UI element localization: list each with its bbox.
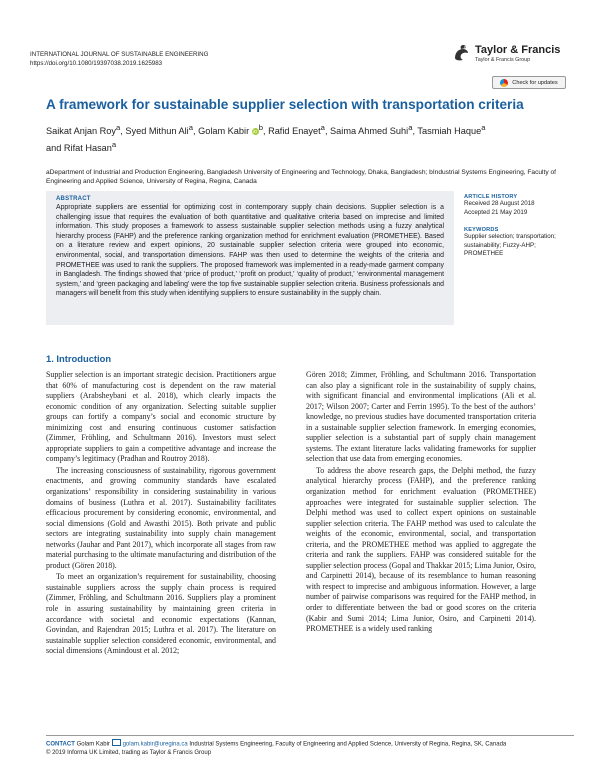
author-name[interactable]: Saikat Anjan Roy — [46, 126, 116, 137]
publisher-group: Taylor & Francis Group — [475, 57, 531, 63]
right-column — [306, 370, 536, 635]
envelope-icon — [112, 739, 121, 746]
paragraph: To meet an organization’s requirement for sustainability, choosing sustainable suppliers across the supply chain process is required (Zimmer, Fröhling, and Schultmann 2016. Suppliers play a prominent role in assuring sustainability by maintaining green criteria in accordance with societal and economic expectations (Kannan, Govindan, and Rajendran 2015; Luthra et al. 2017). The literature on sustainable supplier selection considered economic, environmental, and social dimensions (Amindoust et al. 2012; — [46, 572, 276, 656]
paragraph: Supplier selection is an important strategic decision. Practitioners argue that 60% of manufacturing cost is dependent on the raw material suppliers (Arabsheybani et al. 2018), which clearly impacts the economic condition of any organization. Selecting suitable supplier groups can fortify a company’s social and economic structure by minimizing cost and ensuring continuous customer satisfaction (Zimmer, Fröhling, and Schultmann 2016). Investors must select appropriate suppliers to gain a competitive advantage and increase the company’s legitimacy (Pradhan and Routroy 2018). — [46, 370, 276, 464]
article-history — [464, 200, 574, 217]
taylor-francis-logo-icon — [452, 43, 472, 63]
paragraph: Gören 2018; Zimmer, Fröhling, and Schultmann 2016. Transportation can also play a significant role in the sustainability of supply chains, with significant financial and environmental implications (Ali et al. 2017; Wilson 2007; Carter and Ferrin 1995). To the best of the authors’ knowledge, no previous studies have documented transportation criteria in a sustainable supplier selection framework. In emerging economies, supplier selection is a substantial part of supply chain management systems. The extant literature lacks validating frameworks for supplier selection that use data from emerging economies. — [306, 370, 536, 464]
author-sup: b — [258, 123, 263, 132]
abstract-box — [46, 191, 454, 325]
keywords-text: Supplier selection; transportation; sustainability; Fuzzy-AHP; PROMETHEE — [464, 233, 556, 258]
abstract-heading: ABSTRACT — [56, 196, 91, 202]
author-name[interactable]: Tasmiah Haque — [417, 126, 482, 137]
crossmark-icon — [500, 79, 508, 87]
author-name[interactable]: Saima Ahmed Suhi — [330, 126, 409, 137]
author-sup: a — [111, 140, 117, 150]
contact-address: Industrial Systems Engineering, Faculty of Engineering and Applied Science, University of Regina, Regina, SK, Canada — [189, 741, 507, 748]
footer-divider — [46, 735, 574, 736]
author-sup: a — [408, 123, 413, 132]
article-info-sidebar — [464, 194, 574, 269]
journal-name: INTERNATIONAL JOURNAL OF SUSTAINABLE ENGINEERING — [30, 51, 209, 58]
orcid-icon[interactable]: iD — [253, 129, 258, 135]
keywords-heading: KEYWORDS — [464, 227, 499, 234]
contact-name: Golam Kabir — [76, 741, 110, 748]
paragraph: The increasing consciousness of sustainability, rigorous government enactments, and growing community standards have escalated organizations’ responsibility in considering sustainability in various domains of business (Luthra et al. 2017). Sustainability facilitates efficacious procurement by considering economic, environmental, and social dimensions (Gold and Awasthi 2015). Both private and public sectors are integrating sustainability into supply chain management networks (Jauhar and Pant 2017), which incorporate all stages from raw material purchasing to the ultimate manufacturing and distribution of the product (Gören 2018). — [46, 465, 276, 570]
check-for-updates-label: Check for updates — [512, 79, 558, 86]
author-list: Saikat Anjan Roy$^a$, Syed Mithun Ali$^a$, Golam Kabir $iD^b$, Rafid Enayet$^a$, Saima Ahmed Suhi$^a$, Tasmiah Haque$^a$ and Rifat Hasan$^a$ — [46, 123, 486, 154]
copyright: © 2019 Informa UK Limited, trading as Taylor & Francis Group — [46, 749, 212, 756]
footer — [46, 739, 574, 757]
paragraph: To address the above research gaps, the Delphi method, the fuzzy analytical hierarchy process (FAHP), and the preference ranking organization method for enrichment evaluation (PROMETHEE) approaches were integrated for sustainable supplier selection. The Delphi method was used to collect expert opinions on sustainable supplier selection criteria. The FAHP method was used to calculate the weights of the economic, environmental, social, and transportation criteria, and the PROMETHEE method was applied to aggregate the criteria and rank the suppliers. FAHP was considered suitable for the supplier selection process (Gopal and Thakkar 2015; Lima Junior, Osiro, and Carpinetti 2014), because of its resemblance to human reasoning with respect to imprecise and ambiguous information. However, a large number of pairwise comparisons was required for the FAHP method, in order to differentiate between the bad or good scores on the criteria (Kabir and Sumi 2014; Lima Junior, Osiro, and Carpinetti 2014). PROMETHEE is a widely used ranking — [306, 465, 536, 634]
contact-label: CONTACT — [46, 741, 75, 748]
section-heading: 1. Introduction — [46, 353, 112, 364]
affiliations: aDepartment of Industrial and Production Engineering, Bangladesh University of Engineering and Technology, Dhaka, Bangladesh; bIndustrial Systems Engineering, Faculty of Engineering and Applied Science, University of Regina, Regina, Canada — [46, 169, 556, 185]
received-date: Received 28 August 2018 — [464, 200, 535, 207]
publisher-name: Taylor & Francis — [475, 44, 561, 56]
author-name[interactable]: Golam Kabir — [198, 126, 250, 137]
article-title: A framework for sustainable supplier selection with transportation criteria — [46, 97, 524, 112]
author-name[interactable]: Syed Mithun Ali — [125, 126, 189, 137]
contact-email-link[interactable]: golam.kabir@uregina.ca — [122, 741, 188, 748]
accepted-date: Accepted 21 May 2019 — [464, 208, 528, 216]
author-sup: a — [481, 123, 486, 132]
doi-link[interactable]: https://doi.org/10.1080/19397038.2019.1625983 — [30, 60, 163, 67]
author-name[interactable]: Rifat Hasan — [63, 143, 112, 154]
author-name[interactable]: Rafid Enayet — [268, 126, 321, 137]
abstract-text: Appropriate suppliers are essential for optimizing cost in contemporary supply chain decisions. Supplier selection is a challenging issue that requires the evaluation of both quantitative and qualitative criteria based on imprecise and limited information. This study proposes a framework to assess sustainable supplier selection methods using a fuzzy analytical hierarchy process (FAHP) and the preference ranking organization method for enrichment evaluation (PROMETHEE). Based on a literature review and expert opinions, 20 sustainable supplier selection criteria were grouped into economic, environmental, social, and transportation dimensions. FAHP was then used to determine the weights of the criteria and PROMETHEE was used to rank the suppliers. The proposed framework was implemented in a ready-made garment company in Bangladesh. The findings showed that ‘price of product,’ ‘profit on product,’ ‘quality of product,’ ‘environmental management system,’ and ‘green packaging and labeling’ were the top five sustainable supplier selection criteria. Business professionals and managers will benefit from this study when identifying suppliers to ensure sustainability in the supply chain. — [56, 204, 444, 298]
author-sup: a — [115, 123, 121, 132]
author-sup: a — [320, 123, 325, 132]
article-history-heading: ARTICLE HISTORY — [464, 194, 518, 200]
contact-line — [46, 739, 574, 749]
author-sup: a — [188, 123, 193, 132]
left-column — [46, 370, 276, 657]
journal-header — [30, 50, 208, 68]
check-for-updates-button[interactable] — [492, 76, 566, 89]
